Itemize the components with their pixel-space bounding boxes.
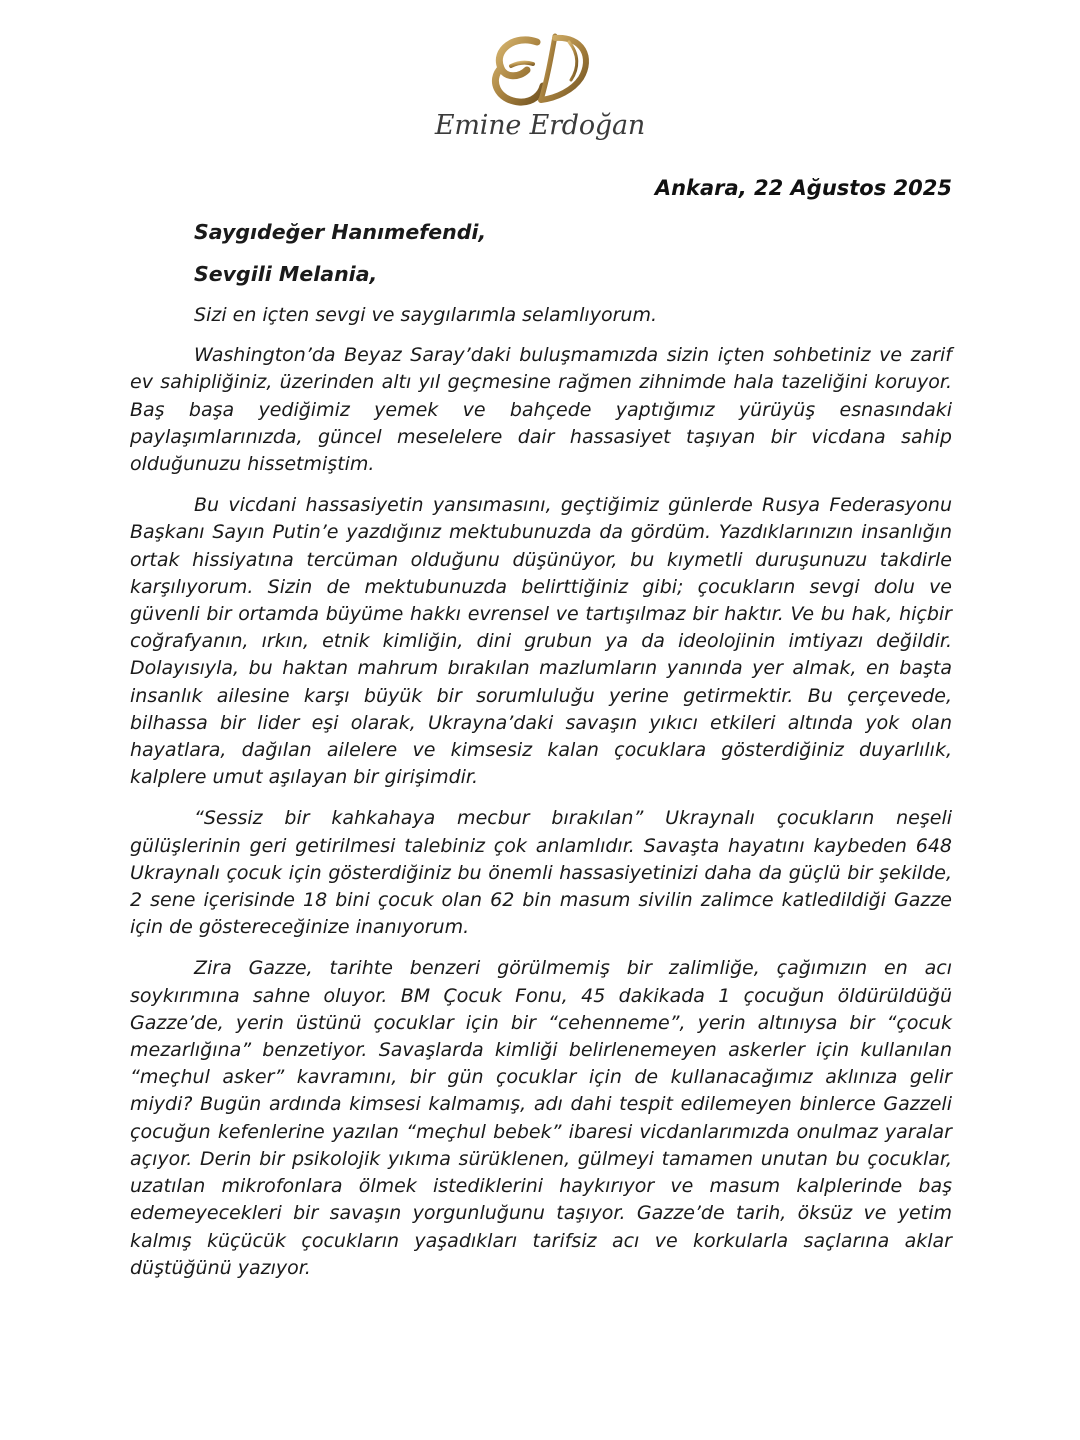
letter-date: Ankara, 22 Ağustos 2025 (654, 176, 952, 200)
greeting-line: Sizi en içten sevgi ve saygılarımla selamlıyorum. (194, 304, 657, 326)
letterhead-name: Emine Erdoğan (434, 110, 646, 141)
letter-body (130, 218, 952, 1296)
paragraph-ukrainian-children: “Sessiz bir kahkahaya mecbur bırakılan” Ukraynalı çocukların neşeli gülüşlerinin geri getirilmesi talebiniz çok anlamlıdır. Savaşta hayatını kaybeden 648 Ukraynalı çocuk için gösterdiğiniz bu önemli hassasiyetinizi daha da güçlü bir şekilde, 2 sene içerisinde 18 bini çocuk olan 62 bin masum sivilin zalimce katledildiği Gazze için de göstereceğinize inanıyorum. (130, 807, 952, 939)
salutation-personal: Sevgili Melania, (194, 262, 378, 286)
salutation-formal: Saygıdeğer Hanımefendi, (194, 220, 487, 244)
paragraph-gaza: Zira Gazze, tarihte benzeri görülmemiş bir zalimliğe, çağımızın en acı soykırımına sahne oluyor. BM Çocuk Fonu, 45 dakikada 1 çocuğun öldürüldüğü Gazze’de, yerin üstünü çocuklar için bir “cehenneme”, yerin altınıysa bir “çocuk mezarlığına” benzetiyor. Savaşlarda kimliği belirlenemeyen askerler için kullanılan “meçhul asker” kavramını, bir gün çocuklar için de kullanacağımız aklınıza gelir miydi? Bugün ardında kimsesi kalmamış, adı dahi tespit edilemeyen binlerce Gazzeli çocuğun kefenlerine yazılan “meçhul bebek” ibaresi vicdanlarımızda onulmaz yaralar açıyor. Derin bir psikolojik yıkıma sürüklenen, gülmeyi tamamen unutan bu çocuklar, uzatılan mikrofonlara ölmek istediklerini haykırıyor ve masum kalplerinde baş edemeyecekleri bir savaşın yorgunluğunu taşıyor. Gazze’de tarih, öksüz ve yetim kalmış küçücük çocukların yaşadıkları tarifsiz acı ve korkularla saçlarına aklar düştüğünü yazıyor. (130, 957, 952, 1279)
letterhead (0, 28, 1080, 141)
monogram-logo (475, 28, 605, 108)
paragraph-white-house-meeting: Washington’da Beyaz Saray’daki buluşmamızda sizin içten sohbetiniz ve zarif ev sahipliğiniz, üzerinden altı yıl geçmesine rağmen zihnimde hala tazeliğini koruyor. Baş başa yediğimiz yemek ve bahçede yaptığımız yürüyüş esnasındaki paylaşımlarınızda, güncel meselelere dair hassasiyet taşıyan bir vicdana sahip olduğunuzu hissetmiştim. (130, 344, 952, 476)
paragraph-putin-letter: Bu vicdani hassasiyetin yansımasını, geçtiğimiz günlerde Rusya Federasyonu Başkanı Sayın Putin’e yazdığınız mektubunuzda da gördüm. Yazdıklarınızın insanlığın ortak hissiyatına tercüman olduğunu düşünüyor, bu kıymetli duruşunuzu takdirle karşılıyorum. Sizin de mektubunuzda belirttiğiniz gibi; çocukların sevgi dolu ve güvenli bir ortamda büyüme hakkı evrensel ve tartışılmaz bir haktır. Ve bu hak, hiçbir coğrafyanın, ırkın, etnik kimliğin, dini grubun ya da ideolojinin imtiyazı değildir. Dolayısıyla, bu haktan mahrum bırakılan mazlumların yanında yer almak, en başta insanlık ailesine karşı büyük bir sorumluluğu yerine getirmektir. Bu çerçevede, bilhassa bir lider eşi olarak, Ukrayna’daki savaşın yıkıcı etkileri altında yok olan hayatlara, dağılan ailelere ve kimsesiz kalan çocuklara gösterdiğiniz duyarlılık, kalplere umut aşılayan bir girişimdir. (130, 494, 952, 789)
